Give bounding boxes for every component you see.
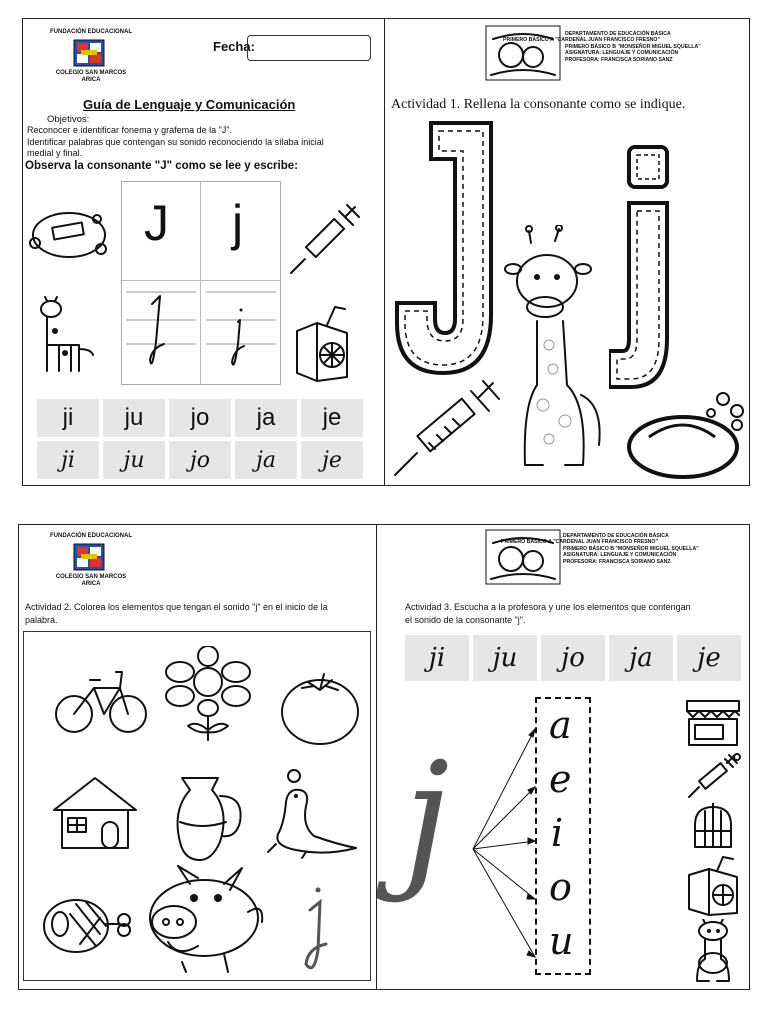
school-emblem-icon [485, 529, 561, 585]
syringe-icon [391, 369, 507, 479]
school-name [41, 574, 141, 588]
fecha-input[interactable] [247, 35, 371, 61]
connector-arrows [471, 695, 543, 965]
syllable-text: ju [123, 447, 145, 473]
syllable-text: jo [189, 447, 211, 473]
jug-icon [172, 770, 248, 866]
school-name [41, 70, 141, 84]
giraffe-icon[interactable] [685, 919, 741, 985]
dept-line5: PROFESORA: FRANCISCA SORIANO SANZ [563, 558, 671, 565]
syllable-text: jo [190, 404, 210, 431]
syllable-cell [235, 399, 297, 437]
big-letter-j-lower-outline [609, 143, 707, 393]
dept-line2: PRIMERO BÁSICO A "CARDENAL JUAN FRANCISCO FRESNO" [503, 37, 660, 44]
fecha-label: Fecha: [213, 39, 255, 54]
syllable-cell [541, 635, 605, 681]
dept-line4: ASIGNATURA: LENGUAJE Y COMUNICACIÓN [565, 50, 679, 57]
seal-icon [266, 766, 362, 860]
actividad-2-instruction [25, 601, 375, 627]
boar-icon [138, 862, 268, 974]
actividad-1-instruction: Actividad 1. Rellena la consonante como se indique. [391, 97, 686, 112]
syllable-cell [405, 635, 469, 681]
school-crest-icon [73, 39, 105, 67]
worksheet-page-3 [18, 524, 377, 990]
actividad-2-line2: palabra. [25, 615, 58, 625]
soap-icon [625, 385, 747, 481]
school-name-line1: COLEGIO SAN MARCOS [55, 70, 127, 76]
syllable-cell [235, 441, 297, 479]
soap-icon [27, 199, 111, 269]
department-header [501, 533, 747, 565]
syllable-text: ji [428, 643, 446, 673]
school-foundation: FUNDACIÓN EDUCACIONAL [50, 533, 132, 539]
juice-box-icon [287, 303, 359, 383]
syllable-text: ji [62, 404, 74, 431]
juice-box-icon[interactable] [683, 855, 743, 917]
grid-divider-horizontal [122, 280, 280, 281]
vowel-o[interactable]: o [549, 865, 572, 909]
syllable-text: je [322, 404, 342, 431]
dept-line5: PROFESORA: FRANCISCA SORIANO SANZ [565, 56, 673, 63]
department-header [503, 31, 745, 63]
vowel-e[interactable]: e [549, 757, 572, 801]
vowel-column [535, 697, 591, 975]
syllable-text: je [697, 643, 721, 673]
syringe-icon[interactable] [687, 751, 743, 801]
dept-line4: ASIGNATURA: LENGUAJE Y COMUNICACIÓN [563, 552, 677, 559]
giraffe-icon [503, 225, 615, 475]
objetivo-2b: medial y final. [27, 148, 83, 158]
school-name-line1: COLEGIO SAN MARCOS [55, 574, 127, 580]
syllable-cell [169, 399, 231, 437]
dept-line3: PRIMERO BÁSICO B "MONSEÑOR MIGUEL SQUELLA" [563, 545, 699, 552]
actividad-3-instruction [405, 601, 745, 627]
syllable-cell [301, 441, 363, 479]
syllable-text: je [322, 447, 342, 473]
syllable-cell [37, 399, 99, 437]
ham-icon [40, 894, 136, 958]
bicycle-icon [54, 658, 148, 738]
shop-icon[interactable] [683, 697, 743, 749]
syllable-text: ju [492, 643, 518, 673]
dept-line1: DEPARTAMENTO DE EDUCACIÓN BÁSICA [565, 31, 671, 37]
dept-line2: PRIMERO BÁSICO A "CARDENAL JUAN FRANCISCO FRESNO" [501, 539, 658, 546]
actividad-3-line1: Actividad 3. Escucha a la profesora y une los elementos que contengan [405, 602, 691, 612]
syllable-text: ja [256, 404, 276, 431]
observa-instruction: Observa la consonante "J" como se lee y escribe: [25, 160, 298, 172]
actividad-3-line2: el sonido de la consonante "j". [405, 615, 526, 625]
syllable-text: ju [124, 404, 144, 431]
syllable-text: ji [61, 447, 75, 473]
page-title: Guía de Lenguaje y Comunicación [83, 97, 296, 112]
objetivo-2: Identificar palabras que contengan su sonido reconociendo la sílaba inicial [27, 137, 324, 147]
worksheet-page-4 [376, 524, 750, 990]
syllable-text: ja [629, 643, 653, 673]
giraffe-icon [29, 295, 101, 375]
syringe-icon [287, 197, 367, 277]
syllable-cell [609, 635, 673, 681]
syllable-cell [677, 635, 741, 681]
school-name-line2: ARICA [81, 77, 101, 83]
syllable-text: jo [561, 643, 585, 673]
vowel-a[interactable]: a [549, 703, 572, 747]
syllable-cell [169, 441, 231, 479]
syllable-cell [37, 441, 99, 479]
syllable-text: ja [256, 447, 276, 473]
syllable-cell [103, 399, 165, 437]
actividad-2-line1: Actividad 2. Colorea los elementos que tengan el sonido "j" en el inicio de la [25, 602, 328, 612]
cursive-guidelines [122, 282, 280, 382]
cursive-j-icon [294, 882, 340, 972]
school-crest-icon [73, 543, 105, 571]
birdcage-icon[interactable] [691, 803, 735, 851]
worksheet-page-1 [22, 18, 385, 486]
school-foundation: FUNDACIÓN EDUCACIONAL [50, 29, 132, 35]
syllable-cell [301, 399, 363, 437]
vowel-i[interactable]: i [551, 811, 564, 855]
big-letter-j-upper-outline [391, 119, 499, 381]
school-emblem-icon [485, 25, 561, 81]
letter-grid [121, 181, 281, 385]
syllable-cell [103, 441, 165, 479]
tomato-icon [278, 666, 362, 746]
letter-lower-print: j [232, 195, 244, 251]
dept-line1: DEPARTAMENTO DE EDUCACIÓN BÁSICA [563, 533, 669, 539]
flower-icon [156, 646, 260, 742]
big-cursive-j: j [403, 731, 450, 905]
letter-upper-print: J [144, 195, 169, 251]
house-icon [50, 772, 140, 852]
objetivo-1: Reconocer e identificar fonema y grafema de la "J". [27, 125, 232, 135]
worksheet-page-2 [384, 18, 750, 486]
syllable-cell [473, 635, 537, 681]
dept-line3: PRIMERO BÁSICO B "MONSEÑOR MIGUEL SQUELLA" [565, 43, 701, 50]
coloring-frame [23, 631, 371, 981]
vowel-u[interactable]: u [549, 919, 574, 963]
objetivos-label: Objetivos: [47, 114, 90, 125]
school-name-line2: ARICA [81, 581, 101, 587]
